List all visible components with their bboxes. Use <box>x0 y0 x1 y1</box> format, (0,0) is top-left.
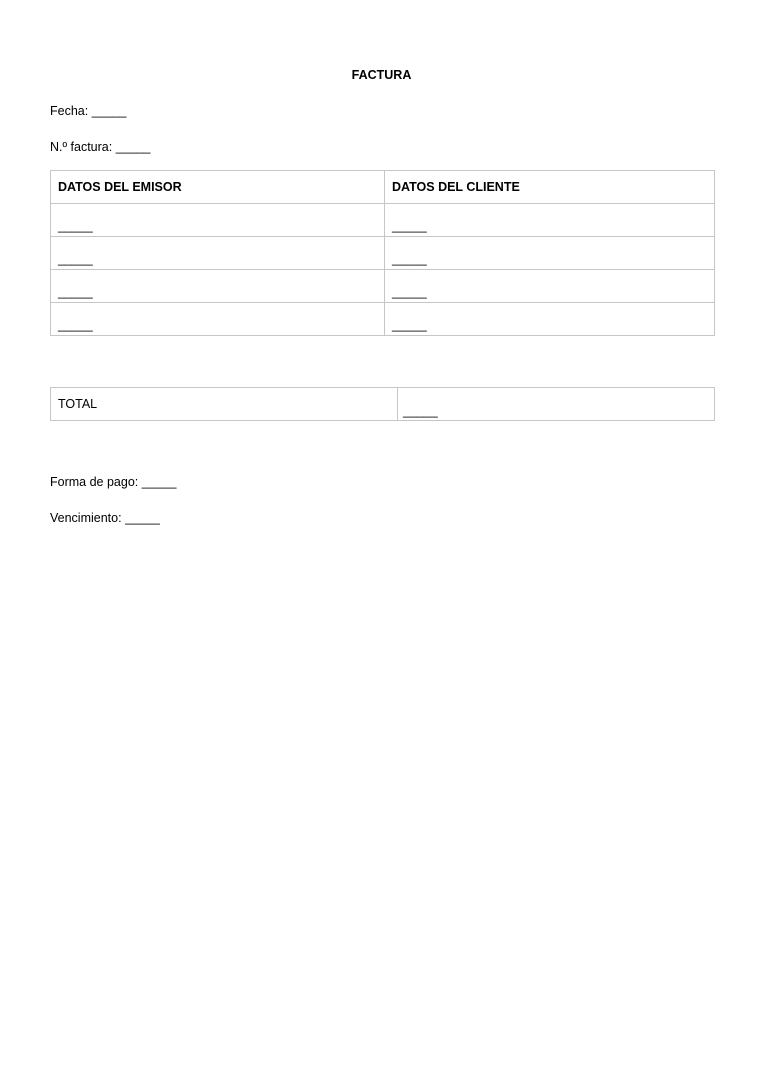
table-row <box>51 270 715 303</box>
payment-method-value[interactable]: _____ <box>141 475 177 489</box>
invoice-number-field <box>50 139 150 155</box>
total-label: TOTAL <box>51 388 398 421</box>
table-row <box>51 204 715 237</box>
client-cell[interactable]: _____ <box>385 204 715 237</box>
invoice-number-value[interactable]: _____ <box>115 140 151 154</box>
issuer-cell[interactable]: _____ <box>51 303 385 336</box>
document-title: FACTURA <box>351 68 412 82</box>
date-label: Fecha: <box>50 104 89 118</box>
payment-method-field <box>50 474 177 490</box>
invoice-number-label: N.º factura: <box>50 140 113 154</box>
table-row <box>51 237 715 270</box>
client-cell[interactable]: _____ <box>385 237 715 270</box>
issuer-cell[interactable]: _____ <box>51 204 385 237</box>
client-cell[interactable]: _____ <box>385 303 715 336</box>
totals-table <box>50 387 715 421</box>
table-header-row <box>51 171 715 204</box>
table-row <box>51 303 715 336</box>
total-value[interactable]: _____ <box>398 388 715 421</box>
issuer-header: DATOS DEL EMISOR <box>51 171 385 204</box>
client-cell[interactable]: _____ <box>385 270 715 303</box>
date-field <box>50 103 126 119</box>
due-date-label: Vencimiento: <box>50 511 122 525</box>
client-header: DATOS DEL CLIENTE <box>385 171 715 204</box>
date-value[interactable]: _____ <box>91 104 127 118</box>
payment-method-label: Forma de pago: <box>50 475 139 489</box>
due-date-value[interactable]: _____ <box>125 511 160 525</box>
parties-table <box>50 170 715 336</box>
due-date-field <box>50 510 160 526</box>
total-row <box>51 388 715 421</box>
issuer-cell[interactable]: _____ <box>51 270 385 303</box>
issuer-cell[interactable]: _____ <box>51 237 385 270</box>
